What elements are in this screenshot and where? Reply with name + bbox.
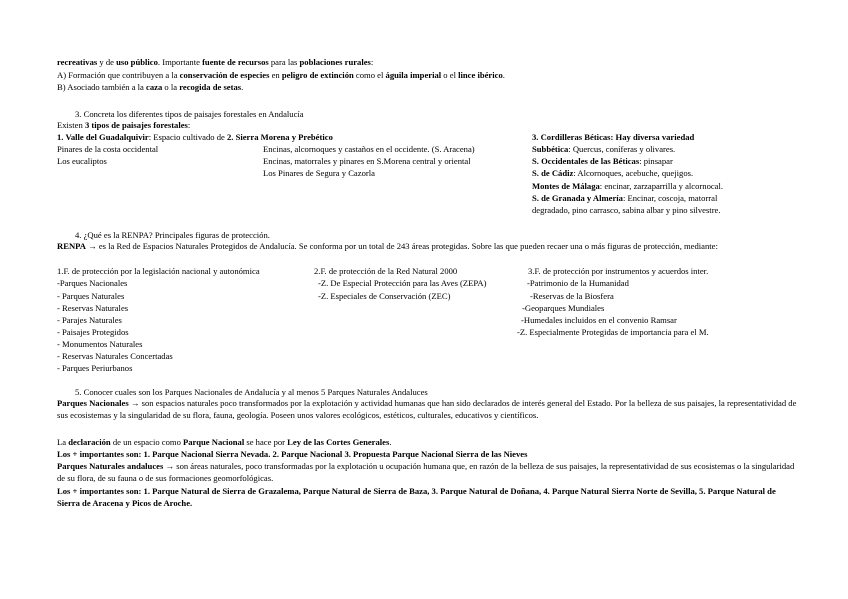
natural-parks-definition bbox=[57, 460, 797, 484]
landscape-col-1-item: Pinares de la costa occidental bbox=[57, 144, 159, 154]
section-3-intro bbox=[57, 119, 190, 131]
protection-col-3-item: -Humedales incluidos en el convenio Ramsar bbox=[521, 315, 677, 325]
bold-term: S. de Cádiz bbox=[532, 168, 574, 178]
text: como el bbox=[353, 70, 386, 80]
protection-col-3-item: -Geoparques Mundiales bbox=[522, 303, 605, 313]
protection-col-2-item: -Z. De Especial Protección para las Aves (ZEPA) bbox=[318, 278, 487, 288]
bold-term: recreativas bbox=[57, 57, 98, 67]
landscape-col-1-heading bbox=[57, 131, 333, 143]
text: B) Asociado también a la bbox=[57, 82, 147, 92]
national-park-declaration bbox=[57, 436, 391, 448]
bold-term: 1. Valle del Guadalquivir bbox=[57, 132, 149, 142]
landscape-col-2-item: Encinas, matorrales y pinares en S.Morena central y oriental bbox=[263, 156, 471, 166]
intro-line-3 bbox=[57, 81, 243, 93]
bold-term: Subbética bbox=[532, 144, 569, 154]
text: : bbox=[370, 57, 374, 67]
bold-term: caza bbox=[146, 82, 163, 92]
protection-col-1-item: - Parques Naturales bbox=[57, 291, 125, 301]
bold-term: recogida de setas bbox=[179, 82, 242, 92]
bold-term: fuente de recursos bbox=[202, 57, 269, 67]
landscape-col-3-item bbox=[532, 143, 675, 155]
bold-term: conservación de especies bbox=[179, 70, 270, 80]
bold-term: poblaciones rurales bbox=[299, 57, 371, 67]
landscape-col-2-item: Los Pinares de Segura y Cazorla bbox=[263, 168, 375, 178]
bold-term: uso público bbox=[116, 57, 158, 67]
protection-col-3-item: -Reservas de la Biosfera bbox=[530, 291, 614, 301]
text: para las bbox=[268, 57, 300, 67]
landscape-col-2-item: Encinas, alcornoques y castaños en el occidente. (S. Aracena) bbox=[263, 144, 475, 154]
protection-col-1-item: - Monumentos Naturales bbox=[57, 339, 143, 349]
text: : bbox=[187, 120, 191, 130]
landscape-col-3-item: degradado, pino carrasco, sabina albar y pino silvestre. bbox=[532, 205, 721, 215]
text: → son áreas naturales, poco transformadas por la explotación u ocupación humana que, en razón de la belleza de sus paisajes, la representatividad de sus ecosistemas o la singularidad de su flora, de su fauna o de sus formaciones geomorfológicas. bbox=[57, 461, 795, 483]
section-5-heading: 5. Conocer cuales son los Parques Nacionales de Andalucía y al menos 5 Parques Naturales Andaluces bbox=[75, 387, 428, 397]
text: : encinar, zarzaparrilla y alcornocal. bbox=[599, 181, 724, 191]
intro-line-1 bbox=[57, 56, 373, 68]
national-parks-list: Los + importantes son: 1. Parque Nacional Sierra Nevada. 2. Parque Nacional 3. Propuesta Parque Nacional Sierra de las Nieves bbox=[57, 449, 528, 459]
text: La bbox=[57, 437, 69, 447]
protection-col-1-item: - Parques Periurbanos bbox=[57, 363, 133, 373]
bold-term: águila imperial bbox=[385, 70, 442, 80]
bold-term: RENPA bbox=[57, 241, 86, 251]
bold-term: Parques Naturales andaluces bbox=[57, 461, 164, 471]
protection-col-3-item: -Z. Especialmente Protegidas de importancia para el M. bbox=[517, 327, 709, 337]
landscape-col-3-heading: 3. Cordilleras Béticas: Hay diversa variedad bbox=[532, 132, 695, 142]
text: : Alcornoques, acebuche, quejigos. bbox=[573, 168, 694, 178]
national-parks-definition bbox=[57, 397, 797, 421]
protection-col-2-heading: 2.F. de protección de la Red Natural 2000 bbox=[314, 266, 458, 276]
bold-term: Montes de Málaga bbox=[532, 181, 600, 191]
text: y de bbox=[97, 57, 117, 67]
text: A) Formación que contribuyen a la bbox=[57, 70, 180, 80]
intro-line-2 bbox=[57, 69, 505, 81]
text: son espacios naturales poco transformados por la explotación y actividad humanas que han sido declarados de interés general del Estado. Por la belleza de sus paisajes, la representatividad de sus ecosistemas y la singularidad de su flora, fauna, geología. Poseen unos valores ecológicos, estéticos, culturales, educativos y científicos. bbox=[57, 398, 797, 420]
section-3-heading: 3. Concreta los diferentes tipos de paisajes forestales en Andalucía bbox=[75, 109, 304, 119]
text: o el bbox=[441, 70, 459, 80]
bold-term: S. de Granada y Almería bbox=[532, 193, 623, 203]
bold-term: Parque Nacional bbox=[183, 437, 245, 447]
bold-term: S. Occidentales de las Béticas bbox=[532, 156, 640, 166]
bold-term: 2. Sierra Morena y Prebético bbox=[226, 132, 333, 142]
text: . Importante bbox=[157, 57, 203, 67]
text: : Quercus, coníferas y olivares. bbox=[568, 144, 676, 154]
text: Existen bbox=[57, 120, 85, 130]
landscape-col-3-item bbox=[532, 192, 717, 204]
bold-term: Parques Nacionales → bbox=[57, 398, 140, 408]
protection-col-1-item: - Parajes Naturales bbox=[57, 315, 122, 325]
text: en bbox=[269, 70, 282, 80]
protection-col-1-item: - Reservas Naturales Concertadas bbox=[57, 351, 173, 361]
text: o la bbox=[162, 82, 180, 92]
bold-term: declaración bbox=[68, 437, 111, 447]
protection-col-1-item: - Paisajes Protegidos bbox=[57, 327, 129, 337]
landscape-col-1-item: Los eucaliptos bbox=[57, 156, 107, 166]
text: : Encinar, coscoja, matorral bbox=[622, 193, 718, 203]
section-4-heading: 4. ¿Qué es la RENPA? Principales figuras de protección. bbox=[75, 230, 270, 240]
text: . bbox=[389, 437, 392, 447]
landscape-col-3-item bbox=[532, 155, 673, 167]
protection-col-3-item: -Patrimonio de la Humanidad bbox=[527, 278, 629, 288]
text: . bbox=[241, 82, 244, 92]
landscape-col-3-item bbox=[532, 167, 693, 179]
text: se hace por bbox=[244, 437, 288, 447]
protection-col-2-item: -Z. Especiales de Conservación (ZEC) bbox=[318, 291, 451, 301]
protection-col-3-heading: 3.F. de protección por instrumentos y acuerdos inter. bbox=[528, 266, 709, 276]
natural-parks-list: Los + importantes son: 1. Parque Natural de Sierra de Grazalema, Parque Natural de Sierra de Baza, 3. Parque Natural de Doñana, 4. Parque Natural Sierra Norte de Sevilla, 5. Parque Natural de Sierra de Aracena y Picos de Aroche. bbox=[57, 486, 776, 508]
protection-col-1-heading: 1.F. de protección por la legislación nacional y autonómica bbox=[57, 266, 260, 276]
text: de un espacio como bbox=[110, 437, 184, 447]
protection-col-1-item: -Parques Nacionales bbox=[57, 278, 128, 288]
bold-term: peligro de extinción bbox=[281, 70, 354, 80]
landscape-col-3-item bbox=[532, 180, 723, 192]
text: : pinsapar bbox=[639, 156, 673, 166]
renpa-definition bbox=[57, 240, 797, 252]
text: → es la Red de Espacios Naturales Protegidos de Andalucía. Se conforma por un total de 243 áreas protegidas. Sobre las que pueden recaer una o más figuras de protección, mediante: bbox=[85, 241, 718, 251]
bold-term: 3 tipos de paisajes forestales bbox=[84, 120, 188, 130]
protection-col-1-item: - Reservas Naturales bbox=[57, 303, 129, 313]
text: . bbox=[502, 70, 505, 80]
bold-term: Ley de las Cortes Generales bbox=[287, 437, 390, 447]
text: : Espacio cultivado de bbox=[148, 132, 227, 142]
bold-term: lince ibérico bbox=[458, 70, 503, 80]
